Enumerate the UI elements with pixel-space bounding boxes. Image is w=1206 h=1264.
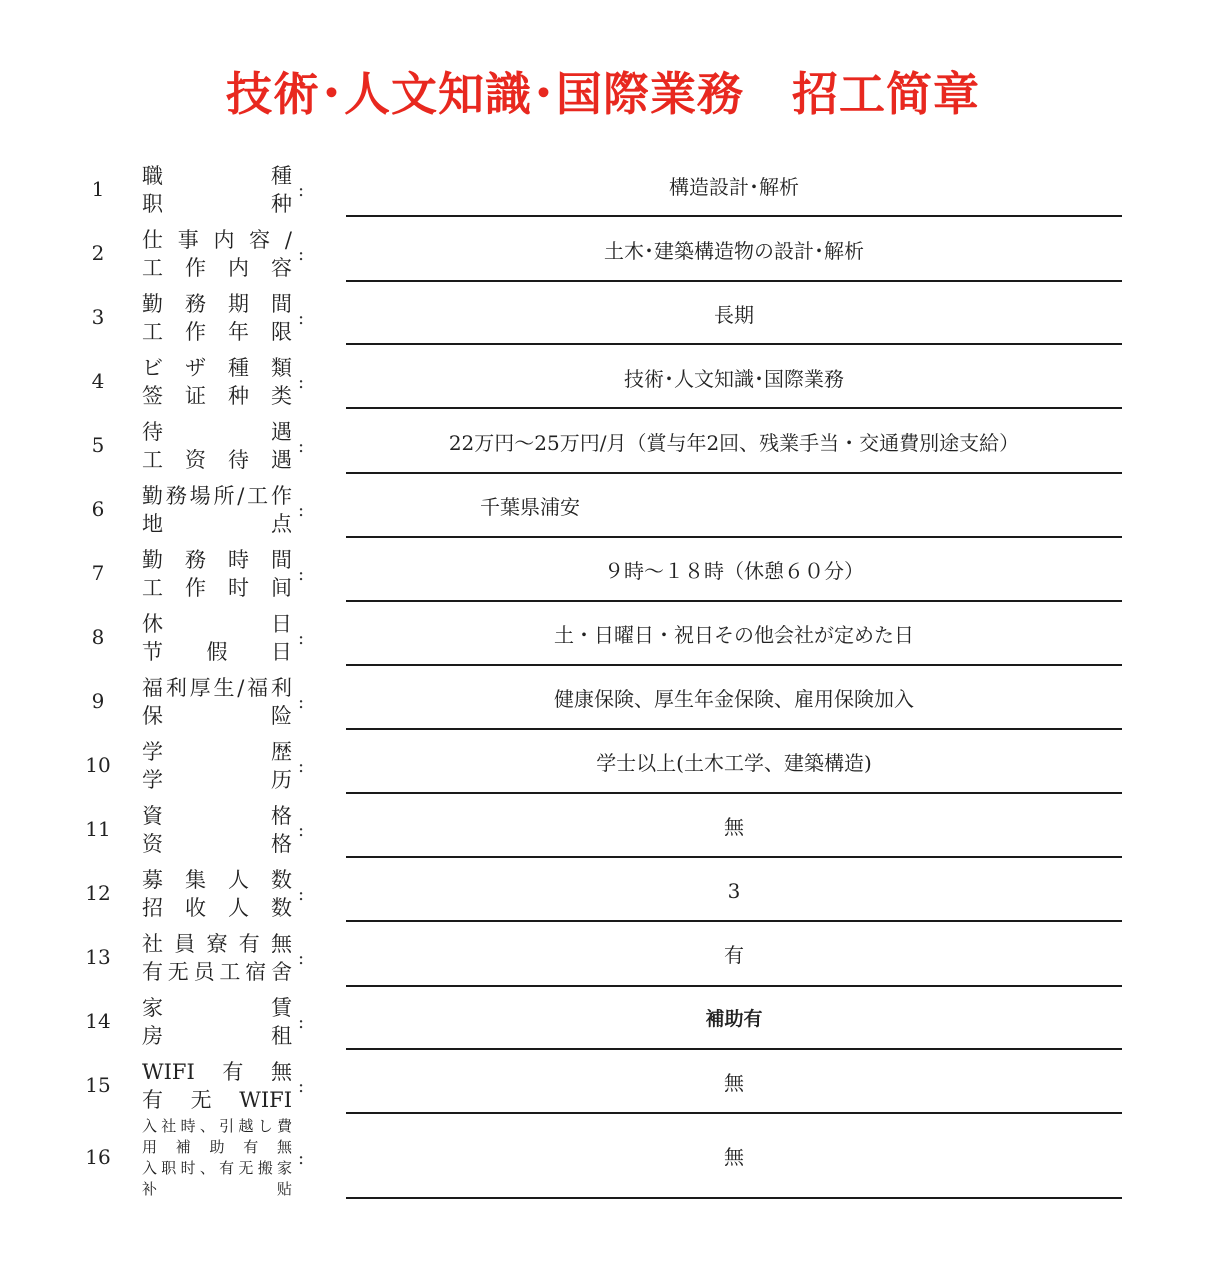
row-colon: : (298, 244, 305, 265)
row-colon: : (298, 1012, 305, 1033)
row-number: 7 (91, 561, 105, 585)
table-row (0, 160, 1206, 218)
row-value: 学士以上(土木工学、建築構造) (596, 751, 872, 775)
value-underline (346, 985, 1122, 987)
row-label (142, 674, 292, 730)
row-label (142, 866, 292, 922)
row-label (142, 482, 292, 538)
row-label-line: 资 格 (142, 832, 292, 856)
row-colon: : (298, 436, 305, 457)
row-label (142, 546, 292, 602)
value-underline (346, 600, 1122, 602)
table-row (0, 992, 1206, 1050)
row-value: 健康保険、厚生年金保険、雇用保険加入 (554, 687, 914, 711)
table-row (0, 416, 1206, 474)
row-label (142, 226, 292, 282)
row-number: 3 (91, 305, 105, 329)
table-row (0, 608, 1206, 666)
table-row (0, 288, 1206, 346)
value-underline (346, 407, 1122, 409)
table-row (0, 224, 1206, 282)
table-row (0, 800, 1206, 858)
row-label (142, 354, 292, 410)
row-colon: : (298, 1076, 305, 1097)
row-colon: : (298, 564, 305, 585)
row-colon: : (298, 692, 305, 713)
row-number: 12 (85, 881, 111, 905)
value-underline (346, 280, 1122, 282)
row-number: 8 (91, 625, 105, 649)
page-title (0, 62, 1206, 126)
row-colon: : (298, 756, 305, 777)
row-value: 構造設計･解析 (669, 175, 799, 199)
row-label-line: ビ ザ 種 類 (142, 356, 292, 380)
row-label (142, 290, 292, 346)
row-label-line: 学 歴 (142, 740, 292, 764)
row-label (142, 162, 292, 218)
title-sub: 招工简章 (792, 67, 980, 121)
value-underline (346, 856, 1122, 858)
value-underline (346, 792, 1122, 794)
row-label-line: 签 证 种 类 (142, 384, 292, 408)
value-underline (346, 472, 1122, 474)
row-number: 6 (91, 497, 105, 521)
row-number: 13 (85, 945, 111, 969)
row-label-line: 入 社 時 、 引 越 し 費 (142, 1117, 292, 1135)
row-value: 有 (724, 943, 744, 967)
row-value: 補助有 (705, 1008, 763, 1030)
row-colon: : (298, 1148, 305, 1169)
row-label (142, 1116, 292, 1200)
row-label-line: 資 格 (142, 804, 292, 828)
row-label-line: 勤 務 場 所 / 工 作 (142, 484, 292, 508)
row-value: 千葉県浦安 (480, 495, 580, 519)
row-label-line: 补 贴 (142, 1180, 292, 1198)
table-row (0, 672, 1206, 730)
row-number: 16 (85, 1145, 111, 1169)
row-label-line: 勤 務 時 間 (142, 548, 292, 572)
row-label-line: 房 租 (142, 1024, 292, 1048)
row-value: 無 (724, 815, 744, 839)
row-label-line: 节 假 日 (142, 640, 292, 664)
row-label-line: 福 利 厚 生 / 福 利 (142, 676, 292, 700)
row-colon: : (298, 884, 305, 905)
row-number: 10 (85, 753, 111, 777)
row-label-line: 工 作 年 限 (142, 320, 292, 344)
table-row (0, 1056, 1206, 1114)
row-colon: : (298, 820, 305, 841)
row-label-line: 募 集 人 数 (142, 868, 292, 892)
value-underline (346, 343, 1122, 345)
table-row (0, 736, 1206, 794)
row-label-line: 保 险 (142, 704, 292, 728)
row-label-line: 社 員 寮 有 無 (142, 932, 292, 956)
row-value: ９時～１８時（休憩６０分） (604, 559, 864, 583)
value-underline (346, 664, 1122, 666)
row-value: 土・日曜日・祝日その他会社が定めた日 (554, 623, 914, 647)
row-label-line: 勤 務 期 間 (142, 292, 292, 316)
row-label (142, 610, 292, 666)
row-label-line: 地 点 (142, 512, 292, 536)
title-main: 技術･人文知識･国際業務 (226, 67, 744, 121)
row-label (142, 994, 292, 1050)
row-label (142, 930, 292, 986)
row-colon: : (298, 308, 305, 329)
row-label (142, 802, 292, 858)
row-label-line: 職 種 (142, 164, 292, 188)
row-number: 2 (91, 241, 105, 265)
table-row (0, 928, 1206, 986)
value-underline (346, 215, 1122, 217)
row-number: 5 (91, 433, 105, 457)
row-label-line: 工 作 时 间 (142, 576, 292, 600)
value-underline (346, 728, 1122, 730)
row-colon: : (298, 948, 305, 969)
row-label (142, 738, 292, 794)
row-value: 無 (724, 1145, 744, 1169)
row-number: 4 (91, 369, 105, 393)
value-underline (346, 536, 1122, 538)
row-label-line: 待 遇 (142, 420, 292, 444)
row-number: 15 (85, 1073, 111, 1097)
row-value: 長期 (714, 303, 754, 327)
row-label-line: 学 历 (142, 768, 292, 792)
row-label-line: 入 职 时 、 有 无 搬 家 (142, 1159, 292, 1177)
row-value: 無 (724, 1071, 744, 1095)
row-label-line: 有 无 WIFI (142, 1088, 292, 1112)
row-label-line: 有 无 员 工 宿 舍 (142, 960, 292, 984)
table-row (0, 864, 1206, 922)
row-colon: : (298, 628, 305, 649)
row-label-line: WIFI 有 無 (142, 1060, 292, 1084)
row-value: 22万円～25万円/月（賞与年2回、残業手当・交通費別途支給） (448, 431, 1020, 455)
row-number: 1 (91, 177, 105, 201)
row-value: 技術･人文知識･国際業務 (624, 367, 844, 391)
row-label-line: 工 资 待 遇 (142, 448, 292, 472)
row-number: 11 (85, 817, 111, 841)
table-row (0, 544, 1206, 602)
table-row (0, 352, 1206, 410)
row-colon: : (298, 500, 305, 521)
value-underline (346, 920, 1122, 922)
row-label (142, 1058, 292, 1114)
row-label-line: 用 補 助 有 無 (142, 1138, 292, 1156)
row-colon: : (298, 372, 305, 393)
row-label-line: 家 賃 (142, 996, 292, 1020)
row-label (142, 418, 292, 474)
row-number: 9 (91, 689, 105, 713)
value-underline (346, 1048, 1122, 1050)
row-label-line: 职 种 (142, 192, 292, 216)
table-row (0, 480, 1206, 538)
row-number: 14 (85, 1009, 111, 1033)
row-label-line: 仕 事 内 容 / (142, 228, 292, 252)
row-label-line: 休 日 (142, 612, 292, 636)
row-colon: : (298, 180, 305, 201)
row-value: 3 (727, 879, 741, 903)
value-underline (346, 1197, 1122, 1199)
row-label-line: 工 作 内 容 (142, 256, 292, 280)
row-value: 土木･建築構造物の設計･解析 (604, 239, 864, 263)
row-label-line: 招 收 人 数 (142, 896, 292, 920)
table-row (0, 1114, 1206, 1200)
